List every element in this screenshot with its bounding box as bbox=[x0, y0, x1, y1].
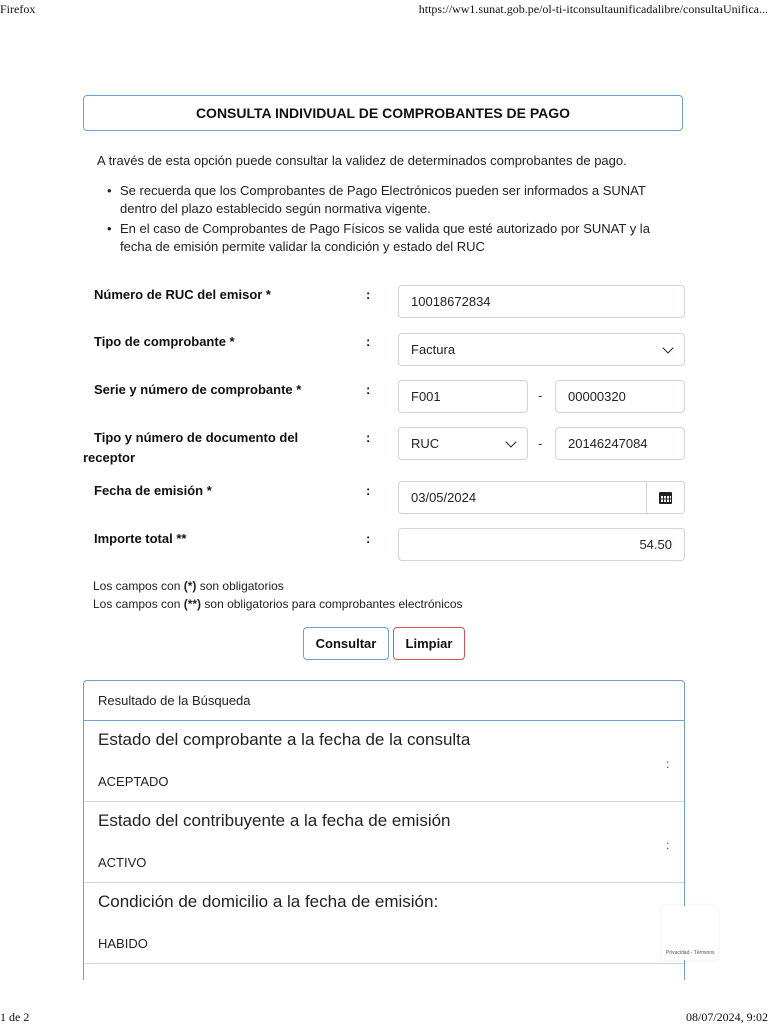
result-section-value: ACEPTADO bbox=[98, 774, 169, 789]
result-section-domicilio bbox=[84, 883, 684, 964]
consultar-button[interactable]: Consultar bbox=[303, 627, 389, 660]
recaptcha-links: Privacidad - Términos bbox=[666, 950, 715, 956]
doc-receptor-label: Tipo y número de documento del receptor bbox=[83, 430, 299, 465]
fecha-emision-input[interactable] bbox=[398, 481, 647, 514]
limpiar-button[interactable]: Limpiar bbox=[393, 627, 465, 660]
calendar-button[interactable] bbox=[646, 481, 685, 514]
result-section-value: ACTIVO bbox=[98, 855, 147, 870]
importe-total-input[interactable] bbox=[398, 528, 685, 561]
separator-dash: - bbox=[538, 388, 543, 403]
note-electronic-required: Los campos con (**) son obligatorios para comprobantes electrónicos bbox=[93, 597, 463, 611]
colon: : bbox=[666, 757, 670, 771]
serie-input[interactable] bbox=[398, 380, 528, 413]
result-section-value: HABIDO bbox=[98, 936, 148, 951]
colon: : bbox=[366, 382, 371, 397]
colon: : bbox=[366, 287, 371, 302]
separator-dash: - bbox=[538, 436, 543, 451]
result-section-title: Condición de domicilio a la fecha de emisión: bbox=[98, 892, 439, 911]
result-section-title: Estado del comprobante a la fecha de la consulta bbox=[98, 730, 471, 749]
info-bullets bbox=[107, 182, 677, 258]
ruc-emisor-input[interactable] bbox=[398, 285, 685, 318]
result-panel bbox=[83, 680, 685, 980]
colon: : bbox=[366, 334, 371, 349]
recaptcha-badge[interactable] bbox=[662, 906, 718, 960]
result-heading: Resultado de la Búsqueda bbox=[84, 681, 684, 721]
tipo-comprobante-label: Tipo de comprobante * bbox=[94, 334, 235, 349]
chevron-down-icon bbox=[505, 436, 516, 447]
numero-comprobante-input[interactable] bbox=[555, 380, 685, 413]
ruc-emisor-value: 10018672834 bbox=[411, 294, 491, 309]
numero-comprobante-value: 00000320 bbox=[568, 389, 626, 404]
chevron-down-icon bbox=[662, 342, 673, 353]
ruc-emisor-label: Número de RUC del emisor * bbox=[94, 287, 271, 302]
tipo-comprobante-select[interactable] bbox=[398, 333, 685, 366]
print-header-browser: Firefox bbox=[0, 2, 36, 16]
print-header-url: https://ww1.sunat.gob.pe/ol-ti-itconsultaunificadalibre/consultaUnifica... bbox=[418, 2, 768, 16]
colon: : bbox=[366, 483, 371, 498]
serie-value: F001 bbox=[411, 389, 441, 404]
importe-total-value: 54.50 bbox=[639, 537, 672, 552]
colon: : bbox=[366, 531, 371, 546]
print-footer-datetime: 08/07/2024, 9:02 bbox=[685, 1010, 768, 1024]
importe-total-label: Importe total ** bbox=[94, 531, 187, 546]
note-required: Los campos con (*) son obligatorios bbox=[93, 579, 284, 593]
fecha-emision-value: 03/05/2024 bbox=[411, 490, 477, 505]
tipo-doc-receptor-value: RUC bbox=[411, 436, 440, 451]
tipo-doc-receptor-select[interactable] bbox=[398, 427, 528, 460]
fecha-emision-label: Fecha de emisión * bbox=[94, 483, 212, 498]
serie-numero-label: Serie y número de comprobante * bbox=[94, 382, 302, 397]
print-footer-page: 1 de 2 bbox=[0, 1010, 30, 1024]
page-title-box bbox=[83, 95, 683, 131]
numero-doc-receptor-input[interactable] bbox=[555, 427, 685, 460]
numero-doc-receptor-value: 20146247084 bbox=[568, 436, 648, 451]
bullet-item: • Se recuerda que los Comprobantes de Pago Electrónicos pueden ser informados a SUNAT dentro del plazo establecido según normativa vigente. bbox=[107, 182, 677, 217]
result-section-comprobante bbox=[84, 721, 684, 802]
page-title: CONSULTA INDIVIDUAL DE COMPROBANTES DE PAGO bbox=[195, 105, 571, 121]
colon: : bbox=[366, 430, 371, 445]
colon: : bbox=[666, 838, 670, 852]
result-section-title: Estado del contribuyente a la fecha de emisión bbox=[98, 811, 451, 830]
calendar-icon bbox=[659, 492, 672, 504]
tipo-comprobante-value: Factura bbox=[411, 342, 456, 357]
bullet-item: • En el caso de Comprobantes de Pago Físicos se valida que esté autorizado por SUNAT y la fecha de emisión permite validar la condición y estado del RUC bbox=[107, 220, 677, 255]
intro-text: A través de esta opción puede consultar la validez de determinados comprobantes de pago. bbox=[97, 153, 627, 168]
required-notes bbox=[93, 577, 463, 613]
result-section-contribuyente bbox=[84, 802, 684, 883]
